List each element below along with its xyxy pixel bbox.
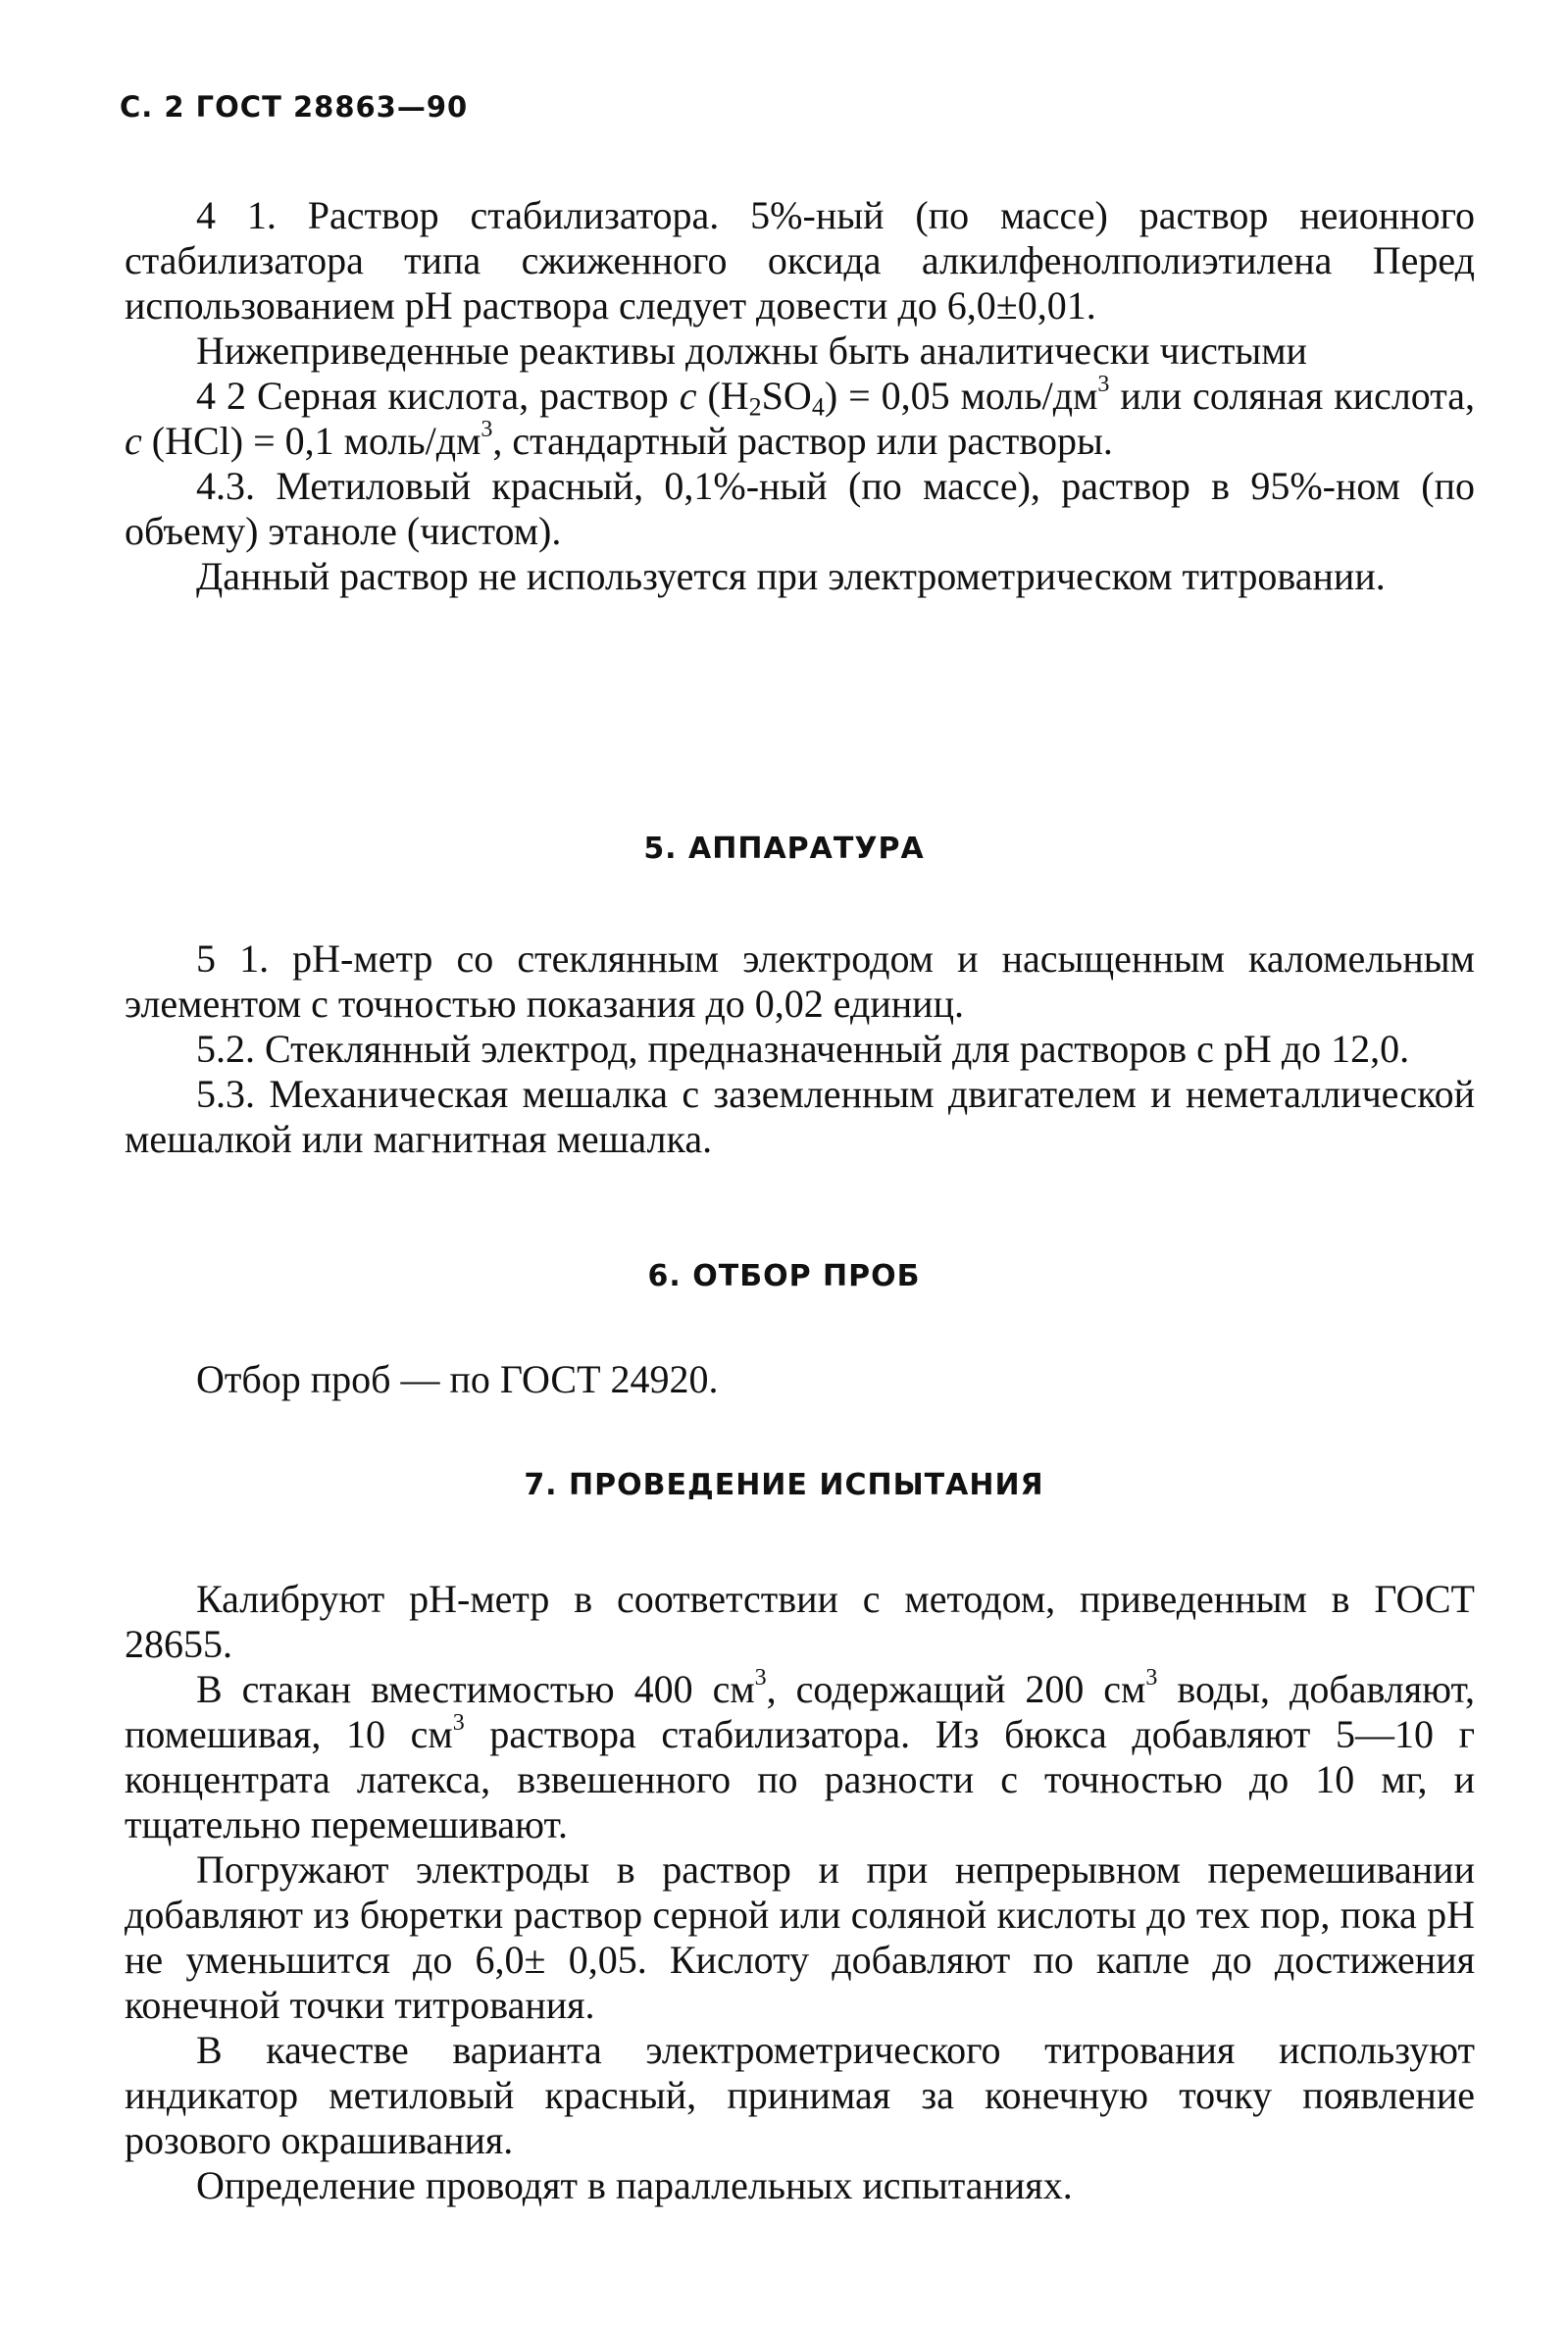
sampling-section — [125, 1357, 1475, 1402]
p42-text-a: 4 2 Серная кислота, раствор — [196, 374, 680, 418]
p42-text-d: ) = 0,05 моль/дм — [824, 374, 1098, 418]
p42-sub-2: 4 — [811, 392, 825, 422]
p72-text-d: раствора стабилизатора. Из бюкса добавляют 5—10 г концентрата латекса, взвешенного по разности с точностью до 10 мг, и тщательно перемешивают. — [125, 1712, 1475, 1846]
p72-text-a: В стакан вместимостью 400 см — [196, 1667, 755, 1711]
apparatus-section — [125, 936, 1475, 1162]
p42-text-c: SO — [761, 374, 812, 418]
paragraph-5-1: 5 1. pH-метр со стеклянным электродом и насыщенным каломельным элементом с точностью показания до 0,02 единиц. — [125, 936, 1475, 1026]
p72-sup-1: 3 — [754, 1665, 767, 1691]
p42-conc-symbol-1: c — [679, 374, 697, 418]
p42-text-e: или соляная кислота, — [1109, 374, 1475, 418]
reagents-purity-note: Нижеприведенные реактивы должны быть аналитически чистыми — [196, 329, 1307, 373]
paragraph-5-2: 5.2. Стеклянный электрод, предназначенный для растворов с pH до 12,0. — [196, 1027, 1410, 1071]
p42-sup-2: 3 — [481, 417, 493, 442]
section-heading-sampling: 6. ОТБОР ПРОБ — [647, 1259, 921, 1293]
paragraph-7-calibration: Калибруют pH-метр в соответствии с методом, приведенным в ГОСТ 28655. — [125, 1577, 1475, 1666]
p42-text-f: (HCl) = 0,1 моль/дм — [141, 419, 481, 463]
paragraph-7-titration: Погружают электроды в раствор и при непрерывном перемешивании добавляют из бюретки раствор серной или соляной кислоты до тех пор, пока pH не уменьшится до 6,0± 0,05. Кислоту добавляют по капле до достижения конечной точки титрования. — [125, 1847, 1475, 2027]
p42-text-b: (H — [696, 374, 749, 418]
section-heading-apparatus: 5. АППАРАТУРА — [643, 832, 925, 866]
reagents-section — [125, 193, 1475, 599]
p42-conc-symbol-2: c — [125, 419, 142, 463]
p72-sup-2: 3 — [1145, 1665, 1158, 1691]
page-header: С. 2 ГОСТ 28863—90 — [120, 90, 469, 124]
paragraph-7-preparation — [125, 1667, 1475, 1847]
paragraph-4-3: 4.3. Метиловый красный, 0,1%-ный (по массе), раствор в 95%-ном (по объему) этаноле (чистом). — [125, 464, 1475, 553]
p72-text-c: воды, добавляют, помешивая, 10 см — [125, 1667, 1475, 1756]
paragraph-4-2 — [125, 374, 1475, 464]
p42-text-g: , стандартный раствор или растворы. — [492, 419, 1113, 463]
testing-section — [125, 1577, 1475, 2208]
p42-sup-1: 3 — [1097, 372, 1110, 397]
paragraph-6: Отбор проб — по ГОСТ 24920. — [196, 1357, 719, 1401]
paragraph-7-parallel: Определение проводят в параллельных испытаниях. — [196, 2163, 1073, 2207]
paragraph-5-3: 5.3. Механическая мешалка с заземленным двигателем и неметаллической мешалкой или магнитная мешалка. — [125, 1072, 1475, 1161]
paragraph-7-indicator: В качестве варианта электрометрического титрования используют индикатор метиловый красный, принимая за конечную точку появление розового окрашивания. — [125, 2028, 1475, 2162]
paragraph-4-3-note: Данный раствор не используется при электрометрическом титровании. — [196, 554, 1386, 598]
p42-sub-1: 2 — [748, 392, 762, 422]
p72-sup-3: 3 — [452, 1710, 465, 1736]
p72-text-b: , содержащий 200 см — [766, 1667, 1146, 1711]
section-heading-testing: 7. ПРОВЕДЕНИЕ ИСПЫТАНИЯ — [524, 1468, 1044, 1502]
paragraph-4-1: 4 1. Раствор стабилизатора. 5%-ный (по массе) раствор неионного стабилизатора типа сжиженного оксида алкилфенолполиэтилена Перед использованием pH раствора следует довести до 6,0±0,01. — [125, 193, 1475, 328]
